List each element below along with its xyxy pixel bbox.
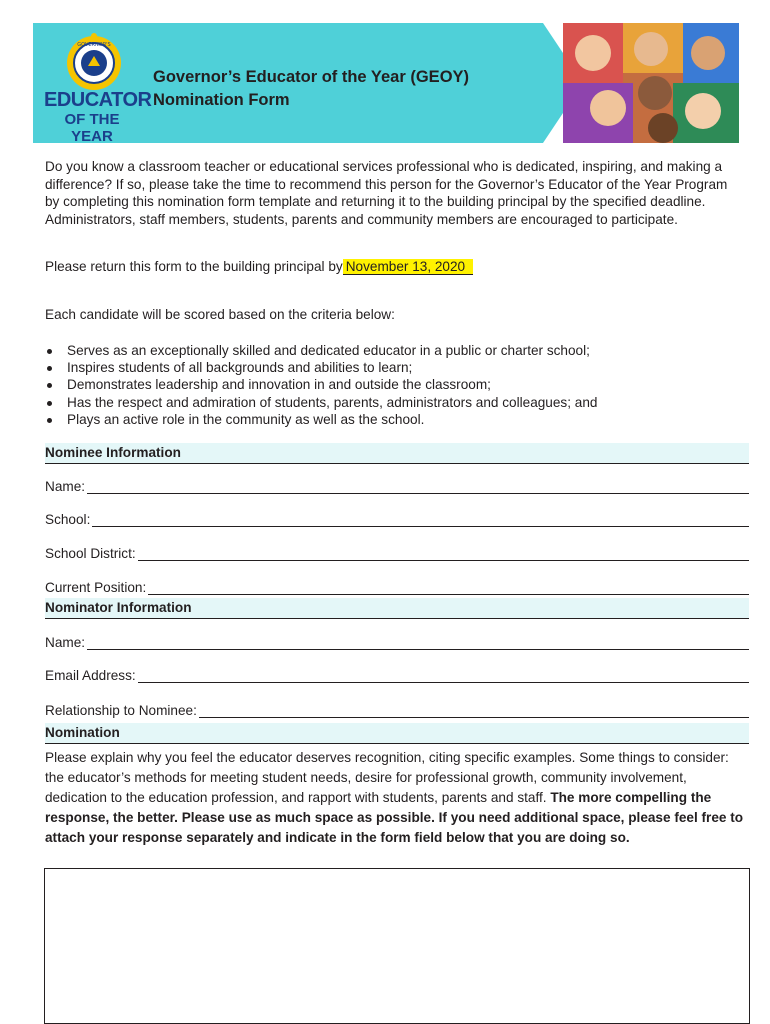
title-line-1: Governor’s Educator of the Year (GEOY) — [153, 68, 470, 86]
criteria-list — [45, 342, 597, 428]
criteria-item: Serves as an exceptionally skilled and dedicated educator in a public or charter school; — [45, 342, 597, 359]
nominator-email-input[interactable] — [138, 670, 749, 683]
logo-of-the-year-text: OF THE YEAR — [64, 111, 120, 145]
nominee-school-input[interactable] — [92, 514, 749, 527]
nomination-bold-text: The more compelling the response, the better. Please use as much space as possible. If you need additional space, please feel free to attach your response separately and indicate in the form field below that you are doing so. — [45, 790, 744, 845]
nominator-email-label: Email Address: — [45, 668, 136, 683]
logo-educator-text: EDUCATOR — [44, 89, 152, 111]
bullet-icon — [47, 383, 52, 388]
svg-text:GOVERNOR'S: GOVERNOR'S — [77, 42, 111, 48]
bullet-icon — [47, 349, 52, 354]
deadline-highlight: November 13, 2020 — [343, 259, 473, 275]
form-title — [153, 66, 469, 112]
nominee-position-input[interactable] — [148, 582, 749, 595]
nominee-name-label: Name: — [45, 479, 86, 494]
nominee-name-input[interactable] — [87, 481, 749, 494]
students-photo — [563, 23, 739, 143]
intro-paragraph: Do you know a classroom teacher or educational services professional who is dedicated, inspiring, and making a difference? If so, please take the time to recommend this person for the Governor’s Educator of the Year Program by completing this nomination form template and returning it to the building principal by the specified deadline. Administrators, staff members, students, parents and community members are encouraged to participate. — [45, 159, 728, 227]
return-text: Please return this form to the building principal by — [45, 259, 343, 274]
nominee-school-field[interactable] — [45, 509, 749, 527]
bullet-icon — [47, 418, 52, 423]
criteria-item: Has the respect and admiration of students, parents, administrators and colleagues; and — [45, 394, 597, 411]
nominator-name-input[interactable] — [87, 637, 749, 650]
criteria-intro: Each candidate will be scored based on the criteria below: — [45, 307, 395, 322]
criteria-item: Plays an active role in the community as well as the school. — [45, 411, 597, 428]
nominator-section-heading: Nominator Information — [45, 598, 749, 619]
title-line-2: Nomination Form — [153, 91, 290, 109]
nomination-text: Please explain why you feel the educator deserves recognition, citing specific examples. Some things to consider: the educator’s methods for meeting student needs, desire for professional growth, community involvement, dedication to the education profession, and rapport with students, parents and staff. — [45, 750, 729, 805]
nominee-section-heading: Nominee Information — [45, 443, 749, 464]
nominee-district-field[interactable] — [45, 543, 749, 561]
nominator-relationship-field[interactable] — [45, 700, 749, 718]
nominator-email-field[interactable] — [45, 665, 749, 683]
nominee-position-field[interactable] — [45, 577, 749, 595]
bullet-icon — [47, 366, 52, 371]
nomination-instructions — [45, 748, 751, 848]
nomination-section-heading: Nomination — [45, 723, 749, 744]
nominee-school-label: School: — [45, 512, 91, 527]
criteria-item: Demonstrates leadership and innovation in and outside the classroom; — [45, 376, 597, 393]
nominator-name-field[interactable] — [45, 632, 749, 650]
return-instruction — [45, 259, 473, 274]
nominator-name-label: Name: — [45, 635, 86, 650]
nominator-relationship-label: Relationship to Nominee: — [45, 703, 197, 718]
nominee-district-input[interactable] — [138, 548, 749, 561]
nomination-response-textarea[interactable] — [44, 868, 750, 1024]
nominator-relationship-input[interactable] — [199, 705, 749, 718]
criteria-item: Inspires students of all backgrounds and abilities to learn; — [45, 359, 597, 376]
nominee-district-label: School District: — [45, 546, 136, 561]
nominee-position-label: Current Position: — [45, 580, 147, 595]
bullet-icon — [47, 401, 52, 406]
nominee-name-field[interactable] — [45, 476, 749, 494]
